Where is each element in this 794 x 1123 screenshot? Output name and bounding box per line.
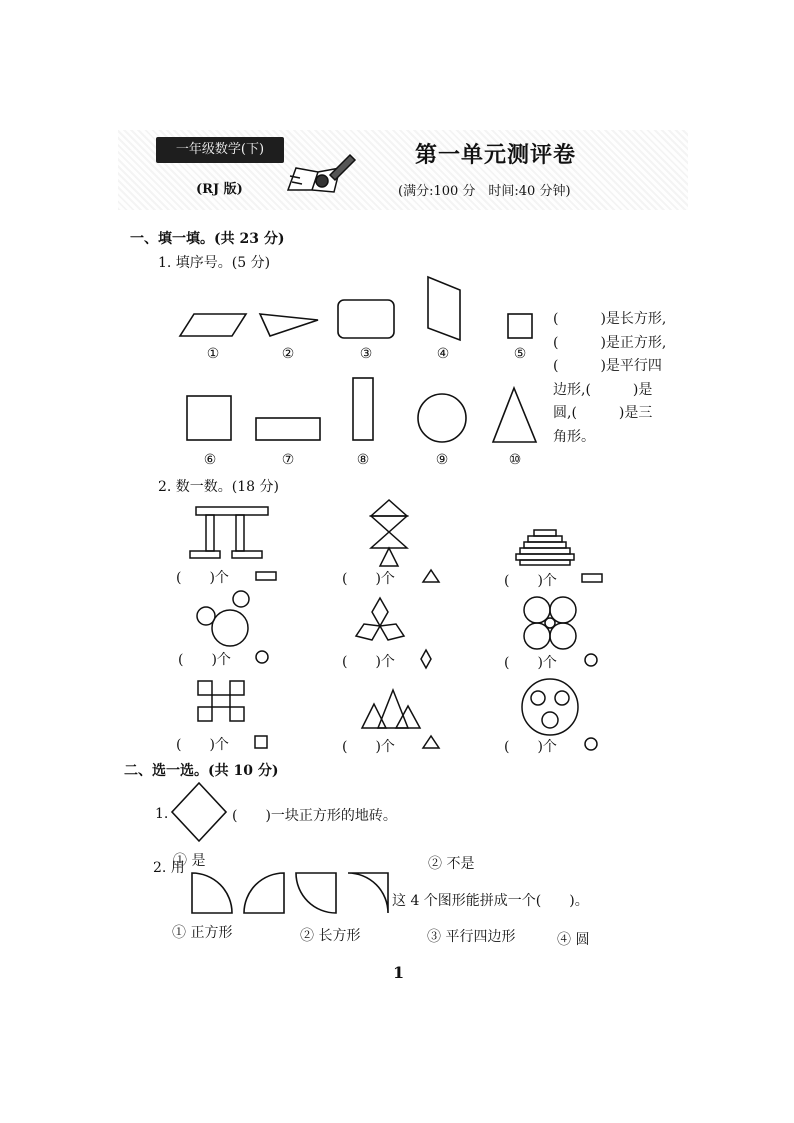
count-answer-8[interactable]: ( )个	[342, 739, 395, 755]
answer-line-square: ( )是正方形,	[553, 334, 667, 351]
shape-number-2: ②	[281, 346, 295, 362]
quarter-circle-shape-2	[244, 873, 284, 913]
s2-q2-option-1[interactable]: ① 正方形	[172, 925, 233, 941]
count-answer-1[interactable]: ( )个	[176, 570, 229, 586]
s2-q2-option-3[interactable]: ③ 平行四边形	[427, 929, 516, 945]
count-answer-5[interactable]: ( )个	[342, 654, 395, 670]
s2-q2-option-4[interactable]: ④ 圆	[557, 932, 590, 948]
answer-line-triangle: 圆,( )是三	[553, 405, 653, 421]
answer-line-circle: 边形,( )是	[553, 381, 653, 398]
quarter-circle-shape-4	[348, 873, 388, 913]
shape-number-7: ⑦	[281, 452, 295, 468]
shape-number-9: ⑨	[435, 452, 449, 468]
s2-q1-number: 1.	[155, 806, 169, 822]
section1-heading: 一、填一填。(共 23 分)	[130, 231, 285, 247]
count-answer-6[interactable]: ( )个	[504, 655, 557, 671]
section2-heading: 二、选一选。(共 10 分)	[124, 763, 279, 779]
page-number: 1	[393, 963, 405, 982]
q2-label: 2. 数一数。(18 分)	[158, 479, 279, 495]
shape-number-4: ④	[436, 346, 450, 362]
count-answer-3[interactable]: ( )个	[504, 573, 557, 589]
quarter-circle-shape-1	[192, 873, 232, 913]
answer-line-rectangle: ( )是长方形,	[553, 311, 667, 327]
count-answer-7[interactable]: ( )个	[176, 737, 229, 753]
shape-number-8: ⑧	[356, 452, 370, 468]
shape-number-10: ⑩	[508, 452, 522, 468]
shape-number-3: ③	[359, 346, 373, 362]
shape-number-1: ①	[206, 346, 220, 362]
answer-line-end: 角形。	[553, 428, 595, 445]
shape-number-6: ⑥	[203, 452, 217, 468]
s2-q2-option-2[interactable]: ② 长方形	[300, 928, 361, 944]
s2-q2-text[interactable]: 这 4 个图形能拼成一个( )。	[392, 893, 589, 909]
s2-q1-text[interactable]: ( )一块正方形的地砖。	[232, 808, 397, 824]
page-title: 第一单元测评卷	[415, 142, 577, 168]
count-answer-2[interactable]: ( )个	[342, 571, 395, 587]
grade-label: 一年级数学(下)	[156, 137, 284, 163]
count-answer-4[interactable]: ( )个	[178, 652, 231, 668]
s2-q1-option-2[interactable]: ② 不是	[428, 856, 475, 872]
shape-number-5: ⑤	[513, 346, 527, 362]
edition-label: (RJ 版)	[196, 182, 243, 197]
page-subtitle: (满分:100 分 时间:40 分钟)	[398, 184, 571, 199]
s2-q1-option-1[interactable]: ① 是	[173, 853, 206, 869]
s2-q2-prefix: 2. 用	[153, 860, 185, 876]
q1-label: 1. 填序号。(5 分)	[158, 255, 271, 271]
answer-line-parallelogram: ( )是平行四	[553, 358, 662, 374]
quarter-circle-shape-3	[296, 873, 336, 913]
count-answer-9[interactable]: ( )个	[504, 739, 557, 755]
